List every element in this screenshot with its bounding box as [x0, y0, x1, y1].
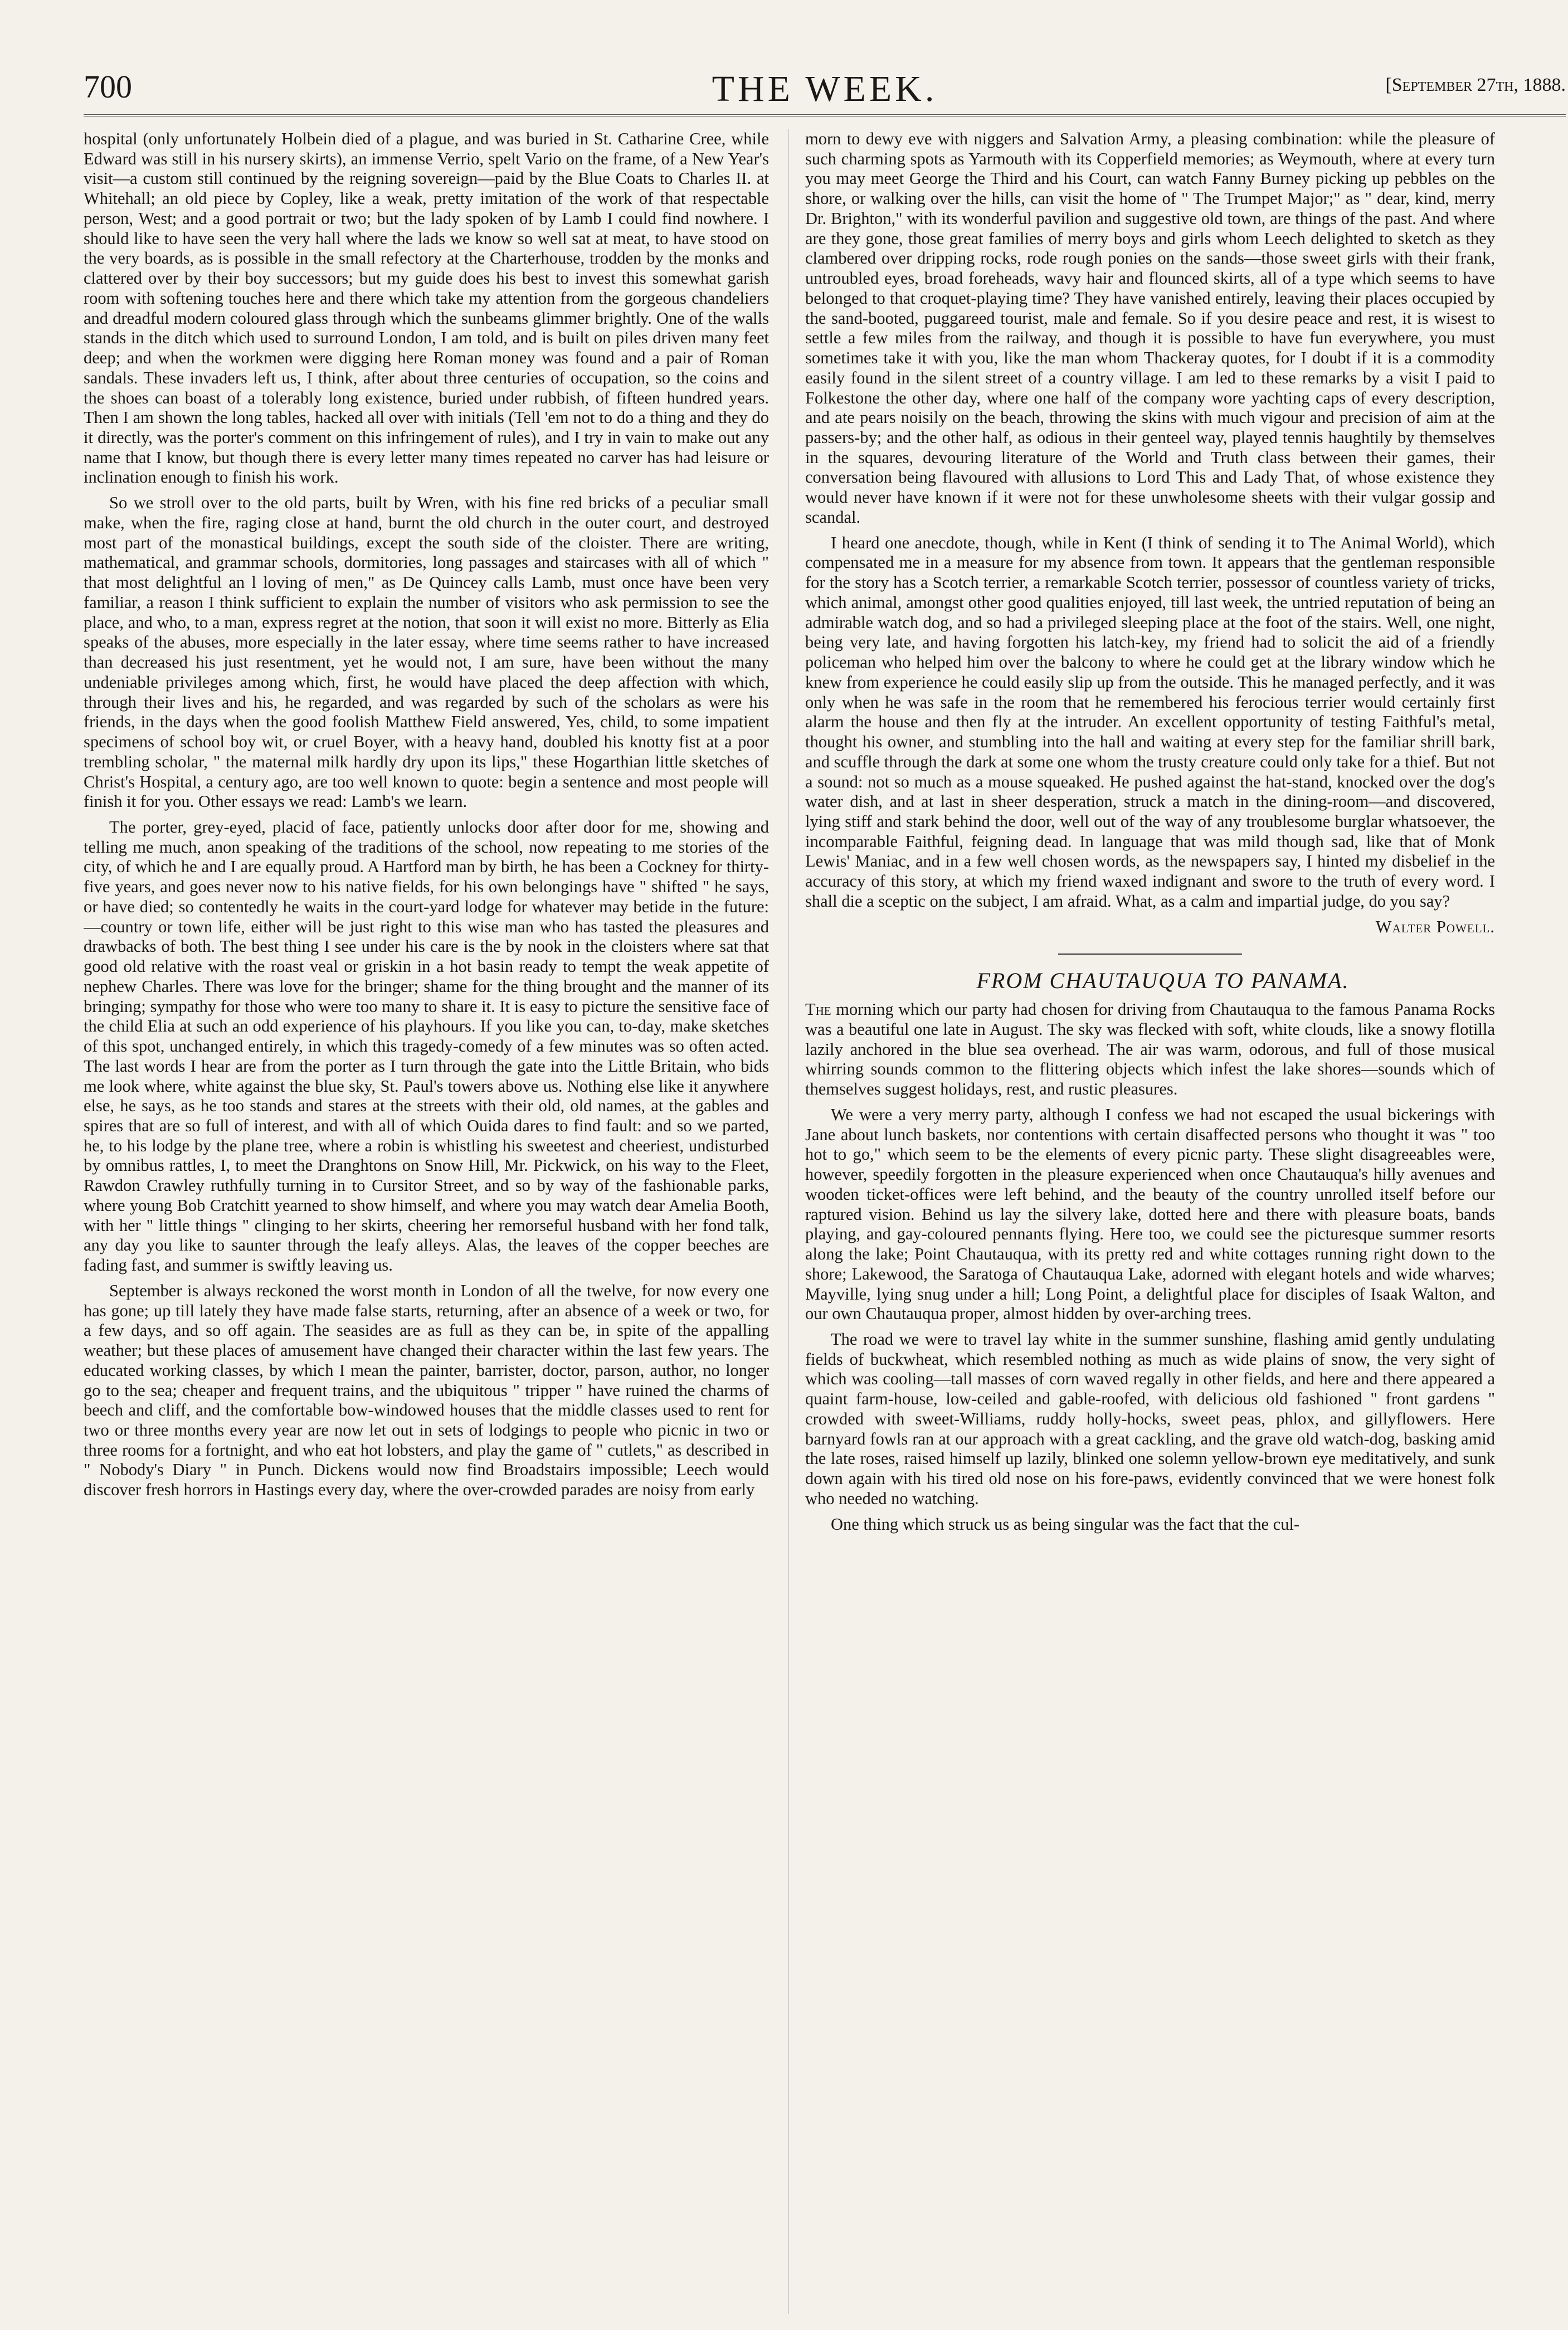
- section-divider: [1058, 954, 1242, 955]
- right-column: [805, 129, 1495, 2314]
- paragraph: The porter, grey-eyed, placid of face, patiently unlocks door after door for me, showing and telling me much, anon speaking of the traditions of the school, now repeating to me stories of the city, of which he and I are equally proud. A Hartford man by birth, he has been a Cockney for thirty-five years, and goes never now to his native fields, for his own belongings have " shifted " he says, or have died; so contentedly he waits in the court-yard lodge for whatever may betide in the future:—country or town life, either will be just right to this wise man who has tasted the pleasures and drawbacks of both. The best thing I see under his care is the by nook in the cloisters where sat that good old relative with the roast veal or griskin in a hot basin ready to tempt the weak appetite of nephew Charles. There was love for the bringer; shame for the thing brought and the manner of its bringing; sympathy for those who were too many to share it. It is easy to picture the sensitive face of the child Elia at such an odd experience of his playhours. If you like you can, to-day, make sketches of this spot, unchanged entirely, in which this tragedy-comedy of a few minutes was so often acted. The last words I hear are from the porter as I turn through the gate into the Little Britain, who bids me look where, white against the blue sky, St. Paul's towers above us. Nothing else like it anywhere else, he says, as he too stands and stares at the streets with their old, old names, at the gables and spires that are so full of interest, and with all of which Ouida dares to find fault: and so we parted, he, to his lodge by the plane tree, where a robin is whistling his sweetest and cheeriest, undisturbed by omnibus rattles, I, to meet the Dranghtons on Snow Hill, Mr. Pickwick, on his way to the Fleet, Rawdon Crawley ruthfully turning in to Cursitor Street, and so by way of the fashionable parks, where young Bob Cratchitt yearned to show himself, and where you may watch dear Amelia Booth, with her " little things " clinging to her skirts, cheering her remorseful husband with her fond talk, any day you like to saunter through the leafy alleys. Alas, the leaves of the copper beeches are fading fast, and summer is swiftly leaving us.: [84, 817, 769, 1275]
- paragraph: hospital (only unfortunately Holbein died of a plague, and was buried in St. Catharine Cree, while Edward was still in his nursery skirts), an immense Verrio, spelt Vario on the frame, of a New Year's visit—a custom still continued by the reigning sovereign—paid by the Blue Coats to Charles II. at Whitehall; an old piece by Copley, like a weak, pretty imitation of the work of that respectable person, West; and a good portrait or two; but the lady spoken of by Lamb I could find nowhere. I should like to have seen the very hall where the lads we know so well sat at meat, to have stood on the very boards, as is possible in the small refectory at the Charterhouse, trodden by the monks and clattered over by their boy successors; but my guide does his best to invest this somewhat garish room with softening touches here and there which take my attention from the gorgeous chandeliers and dreadful modern coloured glass through which the sunbeams glimmer brightly. One of the walls stands in the ditch which used to surround London, I am told, and is built on piles driven many feet deep; and when the workmen were digging here Roman money was found and a pair of Roman sandals. These invaders left us, I think, after about three centuries of occupation, so the coins and the shoes can boast of a tolerably long existence, buried under rubbish, of fifteen hundred years. Then I am shown the long tables, hacked all over with initials (Tell 'em not to do a thing and they do it directly, was the porter's comment on this infringement of rules), and I try in vain to make out any name that I know, but though there is every letter many times repeated no carver has had leisure or inclination enough to finish his work.: [84, 129, 769, 487]
- paragraph: I heard one anecdote, though, while in Kent (I think of sending it to The Animal World), which compensated me in a measure for my absence from town. It appears that the gentleman responsible for the story has a Scotch terrier, a remarkable Scotch terrier, possessor of countless variety of tricks, which animal, amongst other good qualities enjoyed, till last week, the untried reputation of being an admirable watch dog, and so had a privileged sleeping place at the foot of the stairs. Well, one night, being very late, and having forgotten his latch-key, my friend had to solicit the aid of a friendly policeman who helped him over the balcony to where he could get at the library window which he knew from experience he could easily slip up from the outside. This he managed perfectly, and it was only when he was safe in the room that he remembered his ferocious terrier would certainly first alarm the house and then fly at the intruder. An excellent opportunity of testing Faithful's metal, thought his owner, and stumbling into the hall and waiting at every step for the familiar shrill bark, and scuffle through the dark at some one whom the trusty creature could only take for a thief. But not a sound: not so much as a mouse squeaked. He pushed against the hat-stand, knocked over the dog's water dish, and at last in sheer desperation, struck a match in the dining-room—and discovered, lying stiff and stark behind the door, well out of the way of any troublesome burglar whatsoever, the incomparable Faithful, feigning dead. In language that was mild though sad, like that of Monk Lewis' Maniac, and in a few well chosen words, as the newspapers say, I hinted my disbelief in the accuracy of this story, at which my friend waxed indignant and swore to the truth of every word. I shall die a sceptic on the subject, I am afraid. What, as a calm and impartial judge, do you say?: [805, 533, 1495, 911]
- paragraph: September is always reckoned the worst month in London of all the twelve, for now every one has gone; up till lately they have made false starts, returning, after an absence of a week or two, for a few days, and so off again. The seasides are as full as they can be, in spite of the appalling weather; but these places of amusement have changed their character within the last few years. The educated working classes, by which I mean the painter, barrister, doctor, parson, author, no longer go to the sea; cheaper and frequent trains, and the ubiquitous " tripper " have ruined the charms of beech and cliff, and the comfortable bow-windowed houses that the middle classes used to rent for two or three months every year are now let out in sets of lodgings to people who picnic in two or three rooms for a fortnight, and who eat hot lobsters, and play the game of " cutlets," as described in " Nobody's Diary " in Punch. Dickens would now find Broadstairs impossible; Leech would discover fresh horrors in Hastings every day, where the over-crowded parades are noisy from early: [84, 1281, 769, 1500]
- article-paragraph-text: morning which our party had chosen for driving from Chautauqua to the famous Panama Rocks was a beautiful one late in August. The sky was flecked with soft, white clouds, like a snowy flotilla lazily anchored in the blue sea overhead. The air was warm, odorous, and full of those musical whirring sounds common to the flittering objects which infest the lake shores—sounds which of themselves suggest holidays, rest, and rustic pleasures.: [805, 1000, 1495, 1099]
- article-paragraph: One thing which struck us as being singular was the fact that the cul-: [831, 1514, 1300, 1534]
- article-paragraph: We were a very merry party, although I confess we had not escaped the usual bickerings with Jane about lunch baskets, nor contentions with certain disaffected persons who thought it was " too hot to go," which seem to be the elements of every picnic party. These slight disagreeables were, however, speedily forgotten in the pleasure experienced when once Chautauqua's hilly avenues and wooden ticket-offices were left behind, and the beauty of the country unrolled itself before our raptured vision. Behind us lay the silvery lake, dotted here and there with pleasure boats, bands playing, and gay-coloured pennants flying. Here too, we could see the picturesque summer resorts along the lake; Point Chautauqua, with its pretty red and white cottages running right down to the shore; Lakewood, the Saratoga of Chautauqua Lake, adorned with elegant hotels and wide wharves; Mayville, lying snug under a hill; Long Point, a delightful place for disciples of Isaak Walton, and our own Chautauqua proper, almost hidden by over-arching trees.: [805, 1105, 1495, 1324]
- opening-word: The: [805, 1000, 831, 1019]
- left-column: [84, 129, 769, 2314]
- paragraph: So we stroll over to the old parts, built by Wren, with his fine red bricks of a peculiar small make, when the fire, raging close at hand, burnt the old church in the outer court, and destroyed most part of the monastical buildings, except the south side of the cloister. There are writing, mathematical, and grammar schools, dormitories, long passages and staircases with all of which " that most delightful an l loving of men," as De Quincey calls Lamb, must once have been very familiar, a reason I think sufficient to explain the number of visitors who ask permission to see the place, and who, to a man, express regret at the notion, that soon it will exist no more. Bitterly as Elia speaks of the abuses, more especially in the later essay, where time seems rather to have increased than decreased his just resentment, yet he would not, I am sure, have been without the many undeniable privileges among which, first, he would have placed the deep affection with which, through their lives and his, he regarded, and was regarded by such of the scholars as were his friends, in the days when the good foolish Matthew Field answered, Yes, child, to some impatient specimens of school boy wit, or cruel Boyer, with a heavy hand, doubled his knotty fist at a poor trembling scholar, " the maternal milk hardly dry upon its lips," these Hogarthian little sketches of Christ's Hospital, a century ago, are too well known to quote: begin a sentence and most people will finish it for you. Other essays we read: Lamb's we learn.: [84, 493, 769, 811]
- paragraph: morn to dewy eve with niggers and Salvation Army, a pleasing combination: while the pleasure of such charming spots as Yarmouth with its Copperfield memories; as Weymouth, where at every turn you may meet George the Third and his Court, can watch Fanny Burney picking up pebbles on the shore, or walking over the hills, can visit the home of " The Trumpet Major;" as " dear, kind, merry Dr. Brighton," with its wonderful pavilion and suggestive old town, are things of the past. And where are they gone, those great families of merry boys and girls whom Leech delighted to sketch as they clambered over dripping rocks, rode rough ponies on the sands—those sweet girls with their frank, untroubled eyes, broad foreheads, wavy hair and flounced skirts, all of a type which seems to have belonged to that croquet-playing time? They have vanished entirely, leaving their places occupied by the sand-booted, puggareed tourist, male and female. So if you desire peace and rest, it is wisest to settle a few miles from the railway, and though it is possible to have fun everywhere, you must sometimes take it with you, like the man whom Thackeray quotes, for I doubt if it is a commodity easily found in the silent street of a country village. I am led to these remarks by a visit I paid to Folkestone the other day, where one half of the company wore yachting caps of every description, and ate pears noisily on the beach, throwing the skins with much vigour and precision of aim at the passers-by; and the other half, as odious in their genteel way, played tennis haughtily by themselves in the squares, devouring literature of the World and Truth class between their games, their conversation being flavoured with allusions to Lord This and Lady That, of whose existence they would never have known if it were not for these unwholesome sheets with their vulgar gossip and scandal.: [805, 129, 1495, 527]
- article-paragraph: [805, 1000, 1495, 1100]
- issue-date: [September 27th, 1888.: [1385, 75, 1566, 95]
- column-rule: [788, 129, 789, 2314]
- journal-title: THE WEEK.: [712, 69, 938, 109]
- article-title: FROM CHAUTAUQUA TO PANAMA.: [976, 968, 1350, 994]
- header-rule: [84, 114, 1566, 116]
- author-signature: Walter Powell.: [1375, 917, 1495, 936]
- article-paragraph: The road we were to travel lay white in the summer sunshine, flashing amid gently undulating fields of buckwheat, which resembled nothing as much as wide plains of snow, the very sight of which was cooling—tall masses of corn waved regally in other fields, and here and there appeared a quaint farm-house, low-ceiled and gable-roofed, with delicious old fashioned " front gardens " crowded with sweet-Williams, ruddy holly-hocks, sweet peas, phlox, and gillyflowers. Here barnyard fowls ran at our approach with a great cackling, and the grave old watch-dog, basking amid the late roses, raised himself up lazily, blinked one solemn yellow-brown eye meditatively, and sunk down again with his tired old nose on his fore-paws, evidently convinced that we were honest folk who needed no watching.: [805, 1330, 1495, 1508]
- page-number: 700: [84, 69, 132, 105]
